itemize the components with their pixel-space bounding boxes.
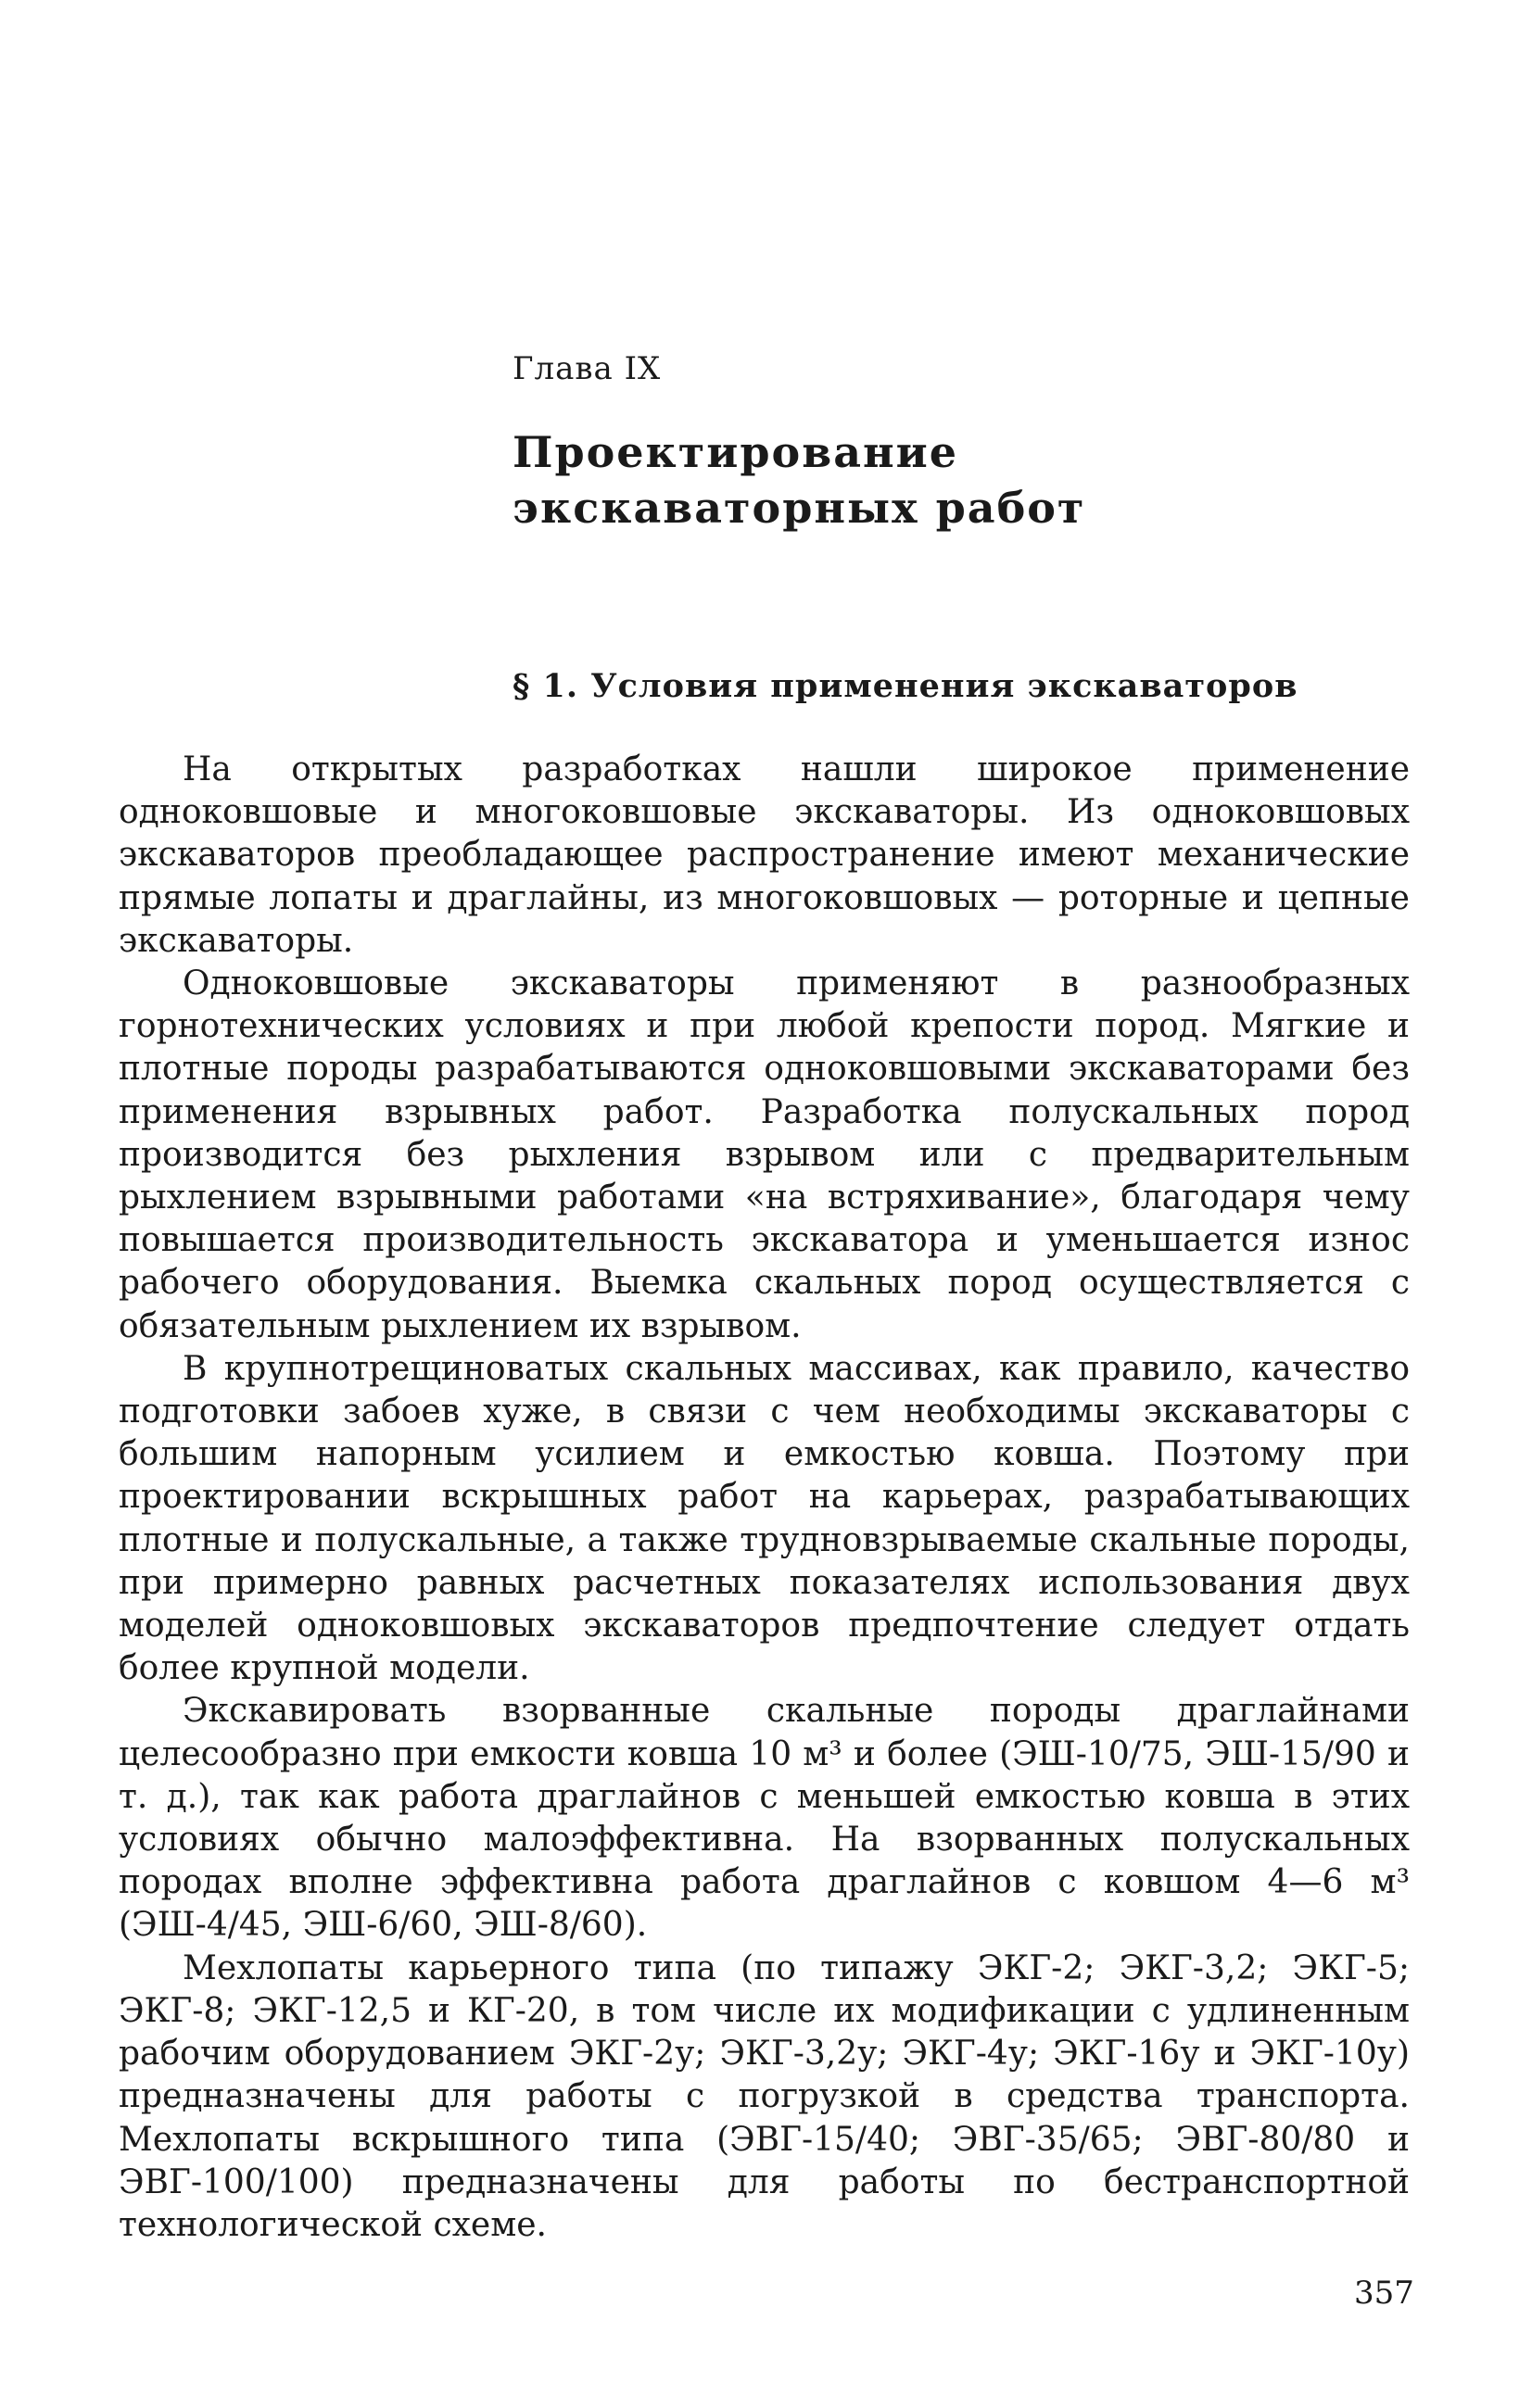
body-text xyxy=(119,749,1410,2247)
chapter-title-line-2: экскаваторных работ xyxy=(513,483,1086,533)
page-number: 357 xyxy=(1354,2275,1414,2312)
chapter-title xyxy=(513,424,1085,536)
paragraph: В крупнотрещиноватых скальных массивах, как правило, качество подготовки забоев хуже, в связи с чем необходимы экскаваторы с большим напорным усилием и емкостью ковша. Поэтому при проектировании вскрышных работ на карьерах, разрабатывающих плотные и полускальные, а также трудновзрываемые скальные породы, при примерно равных расчетных показателях использования двух моделей одноковшовых экскаваторов предпочтение следует отдать более крупной модели. xyxy=(119,1349,1410,1688)
chapter-title-line-1: Проектирование xyxy=(513,427,959,477)
paragraph: Мехлопаты карьерного типа (по типажу ЭКГ-2; ЭКГ-3,2; ЭКГ-5; ЭКГ-8; ЭКГ-12,5 и КГ-20, в том числе их модификации с удлиненным рабочим оборудованием ЭКГ-2у; ЭКГ-3,2у; ЭКГ-4у; ЭКГ-16у и ЭКГ-10у) предназначены для работы с погрузкой в средства транспорта. Мехлопаты вскрышного типа (ЭВГ-15/40; ЭВГ-35/65; ЭВГ-80/80 и ЭВГ-100/100) предназначены для работы по бестранспортной технологической схеме. xyxy=(119,1948,1410,2244)
paragraph: На открытых разработках нашли широкое применение одноковшовые и многоковшовые экскаваторы. Из одноковшовых экскаваторов преобладающее распространение имеют механические прямые лопаты и драглайны, из многоковшовых — роторные и цепные экскаваторы. xyxy=(119,750,1410,960)
section-heading: § 1. Условия применения экскаваторов xyxy=(513,667,1298,705)
paragraph: Экскавировать взорванные скальные породы драглайнами целесообразно при емкости ковша 10 м³ и более (ЭШ-10/75, ЭШ-15/90 и т. д.), так как работа драглайнов с меньшей емкостью ковша в этих условиях обычно малоэффективна. На взорванных полускальных породах вполне эффективна работа драглайнов с ковшом 4—6 м³ (ЭШ-4/45, ЭШ-6/60, ЭШ-8/60). xyxy=(119,1692,1410,1945)
chapter-label: Глава IX xyxy=(513,350,662,387)
paragraph: Одноковшовые экскаваторы применяют в разнообразных горнотехнических условиях и при любой крепости пород. Мягкие и плотные породы разрабатываются одноковшовыми экскаваторами без применения взрывных работ. Разработка полускальных пород производится без рыхления взрывом или с предварительным рыхлением взрывными работами «на встряхивание», благодаря чему повышается производительность экскаватора и уменьшается износ рабочего оборудования. Выемка скальных пород осуществляется с обязательным рыхлением их взрывом. xyxy=(119,964,1410,1345)
